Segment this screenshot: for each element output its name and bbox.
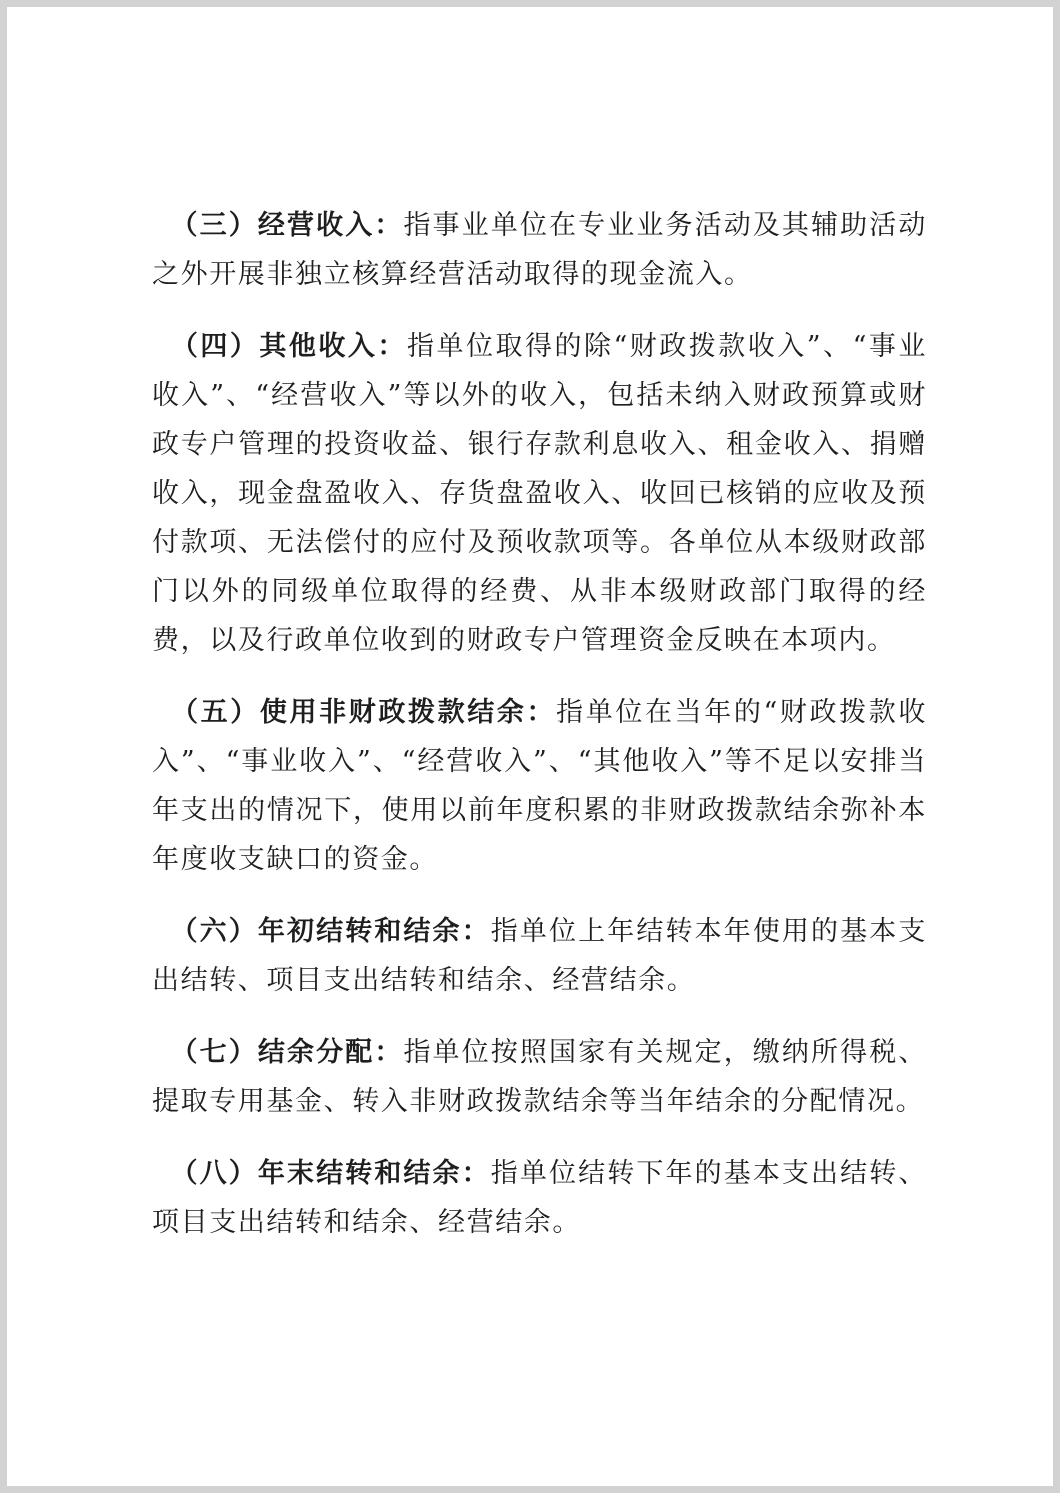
paragraph-other-income	[152, 322, 927, 665]
paragraph-text: 指单位在当年的“财政拨款收入”、“事业收入”、“经营收入”、“其他收入”等不足以安排当年支出的情况下，使用以前年度积累的非财政拨款结余弥补本年度收支缺口的资金。	[152, 697, 927, 875]
paragraph-text: 指单位取得的除“财政拨款收入”、“事业收入”、“经营收入”等以外的收入，包括未纳入财政预算或财政专户管理的投资收益、银行存款利息收入、租金收入、捐赠收入，现金盘盈收入、存货盘盈收入、收回已核销的应收及预付款项、无法偿付的应付及预收款项等。各单位从本级财政部门以外的同级单位取得的经费、从非本级财政部门取得的经费，以及行政单位收到的财政专户管理资金反映在本项内。	[152, 331, 927, 656]
paragraph-operating-income	[152, 201, 927, 299]
paragraph-label: （八）年末结转和结余：	[170, 1158, 491, 1189]
paragraph-label: （七）结余分配：	[170, 1037, 404, 1068]
document-body	[152, 201, 927, 1270]
paragraph-text: 指事业单位在专业业务活动及其辅助活动之外开展非独立核算经营活动取得的现金流入。	[152, 210, 927, 290]
paragraph-label: （五）使用非财政拨款结余：	[170, 697, 557, 728]
paragraph-ending-carryover	[152, 1149, 927, 1247]
paragraph-text: 指单位按照国家有关规定，缴纳所得税、提取专用基金、转入非财政拨款结余等当年结余的分配情况。	[152, 1037, 927, 1117]
paragraph-surplus-distribution	[152, 1028, 927, 1126]
paragraph-label: （四）其他收入：	[170, 331, 407, 362]
paragraph-text: 指单位上年结转本年使用的基本支出结转、项目支出结转和结余、经营结余。	[152, 916, 927, 996]
paragraph-non-fiscal-surplus-use	[152, 688, 927, 884]
paragraph-label: （三）经营收入：	[170, 210, 404, 241]
paragraph-beginning-carryover	[152, 907, 927, 1005]
paragraph-label: （六）年初结转和结余：	[170, 916, 491, 947]
paragraph-text: 指单位结转下年的基本支出结转、项目支出结转和结余、经营结余。	[152, 1158, 927, 1238]
